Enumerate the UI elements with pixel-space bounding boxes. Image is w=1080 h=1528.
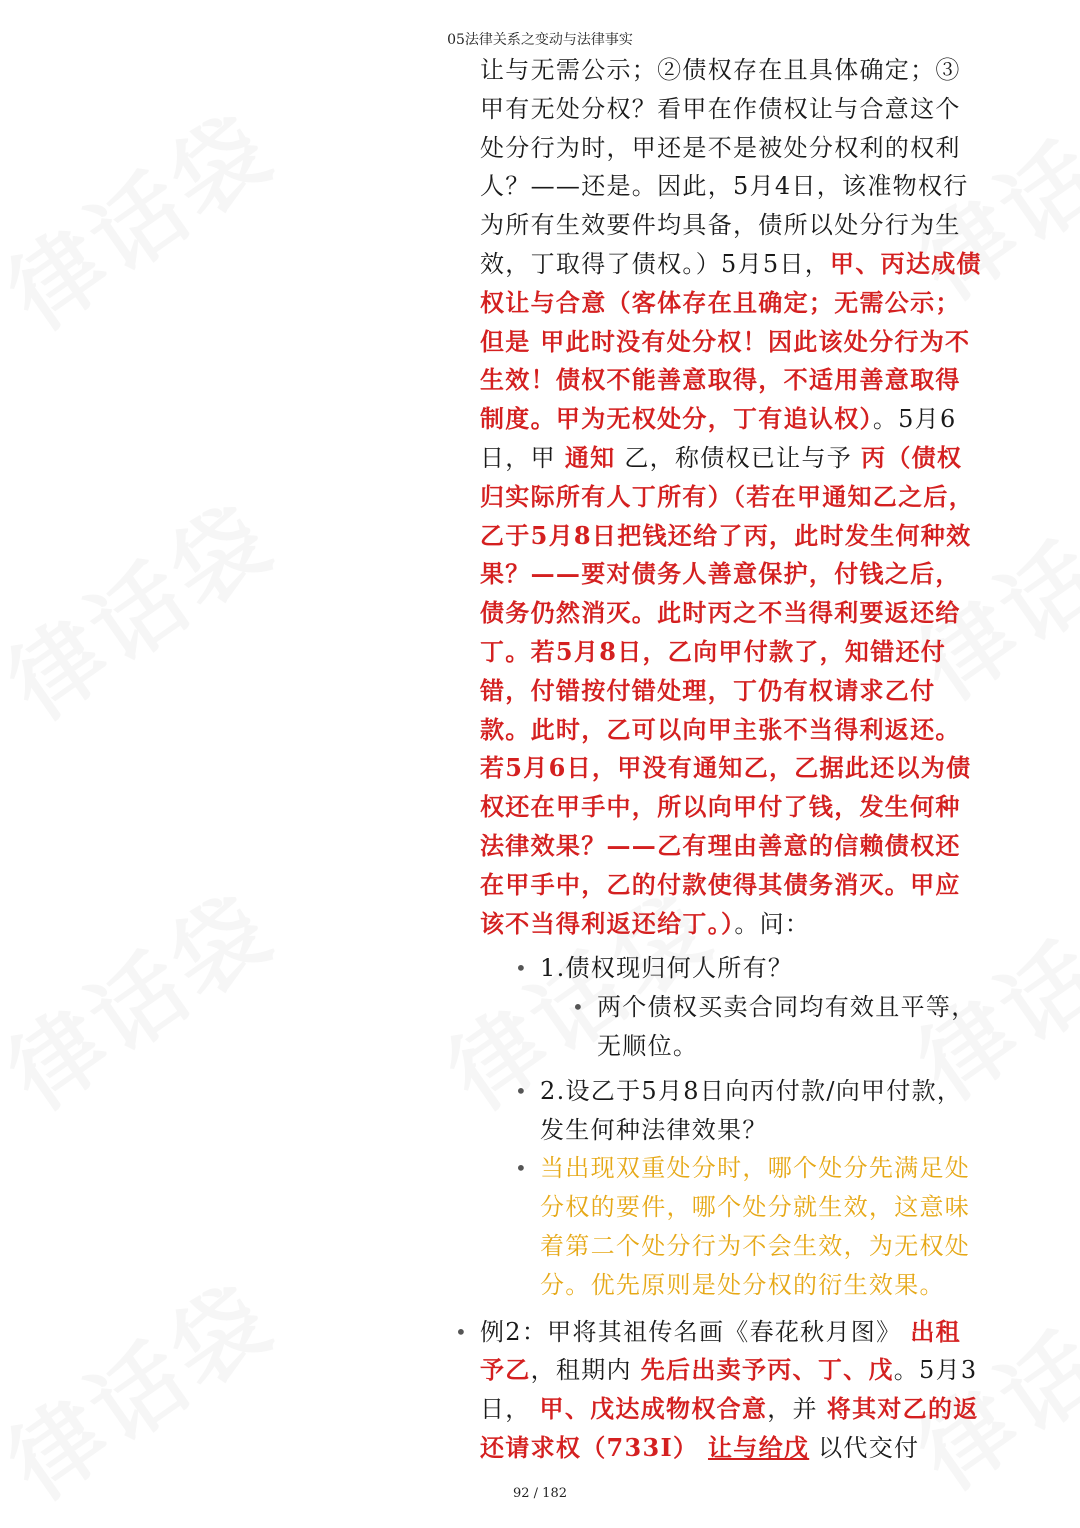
bullet-icon: • [455, 1319, 469, 1344]
text-run-emphasis: 通知 [564, 442, 616, 472]
question-text: 1.债权现归何人所有？ [540, 954, 794, 983]
text-run: 以代交付 [809, 1433, 920, 1462]
text-run: 。5月6日，甲 [480, 405, 957, 472]
watermark [0, 78, 295, 355]
text-run-emphasis: 丙（债权归实际所有人丁所有）（若在甲通知乙之后，乙于5月8日把钱还给了丙，此时发生何种效果？——要对债务人善意保护，付钱之后，债务仍然消灭。此时丙之不当得利要返还给丁。若5月8日，乙向甲付款了，知错还付错，付错按付错处理，丁仍有权请求乙付款。此时，乙可以向甲主张不当得利返还。若5月6日，甲没有通知乙，乙据此还以为债权还在甲手中，所以向甲付了钱，发生何种法律效果？——乙有理由善意的信赖债权还在甲手中，乙的付款使得其债务消灭。甲应该不当得利返还给丁。） [480, 442, 974, 938]
paragraph-example1-continued [480, 51, 985, 943]
question-text: 2.设乙于5月8日向丙付款/向甲付款，发生何种法律效果？ [540, 1076, 963, 1144]
watermark [0, 468, 295, 745]
text-run-emphasis: 将其对乙的返还请求权（733I） [480, 1394, 979, 1462]
text-run: ，租期内 [530, 1356, 641, 1385]
text-run: 例2：甲将其祖传名画《春花秋月图》 [480, 1317, 911, 1346]
bullet-icon: • [515, 1156, 529, 1181]
bullet-icon: • [572, 995, 586, 1020]
page-number: 92 / 182 [513, 1486, 567, 1501]
text-run-emphasis: 甲、戊达成物权合意 [539, 1394, 768, 1424]
text-run: ，并 [767, 1395, 827, 1424]
watermark [0, 1248, 295, 1525]
text-run: 让与无需公示；②债权存在且具体确定；③甲有无处分权？看甲在作债权让与合意这个处分行为时，甲还是不是被处分权利的权利人？——还是。因此，5月4日，该准物权行为所有生效要件均具备，债所以处分行为生效，丁取得了债权。）5月5日， [480, 56, 969, 278]
list-item-question-2 [515, 1072, 975, 1150]
text-run-emphasis: 先后出卖予丙、丁、戊 [640, 1355, 894, 1385]
page-header: 05法律关系之变动与法律事实 [447, 32, 633, 48]
document-body [455, 51, 985, 1468]
list-item-note [515, 1149, 975, 1304]
text-run-emphasis: 出租予乙 [480, 1316, 961, 1385]
text-run: 。5月3日， [480, 1356, 978, 1424]
bullet-icon: • [515, 1078, 529, 1103]
list-item-answer-1 [572, 988, 977, 1066]
text-run-emphasis: 甲、丙达成债权让与合意（客体存在且确定；无需公示；但是 甲此时没有处分权！因此该处分行为不生效！债权不能善意取得，不适用善意取得制度。甲为无权处分，丁有追认权） [480, 248, 982, 434]
text-run: 乙，称债权已让与予 [615, 443, 862, 472]
bullet-icon: • [515, 956, 529, 981]
list-item-question-1 [515, 949, 975, 988]
text-run: 。问： [734, 909, 811, 938]
text-run-underlined: 让与给戊 [707, 1432, 810, 1462]
answer-text: 两个债权买卖合同均有效且平等，无顺位。 [597, 993, 977, 1060]
watermark [0, 858, 295, 1135]
list-item-example-2 [455, 1313, 980, 1468]
note-text: 当出现双重处分时，哪个处分先满足处分权的要件，哪个处分就生效，这意味着第二个处分行为不会生效，为无权处分。优先原则是处分权的衍生效果。 [540, 1154, 971, 1299]
